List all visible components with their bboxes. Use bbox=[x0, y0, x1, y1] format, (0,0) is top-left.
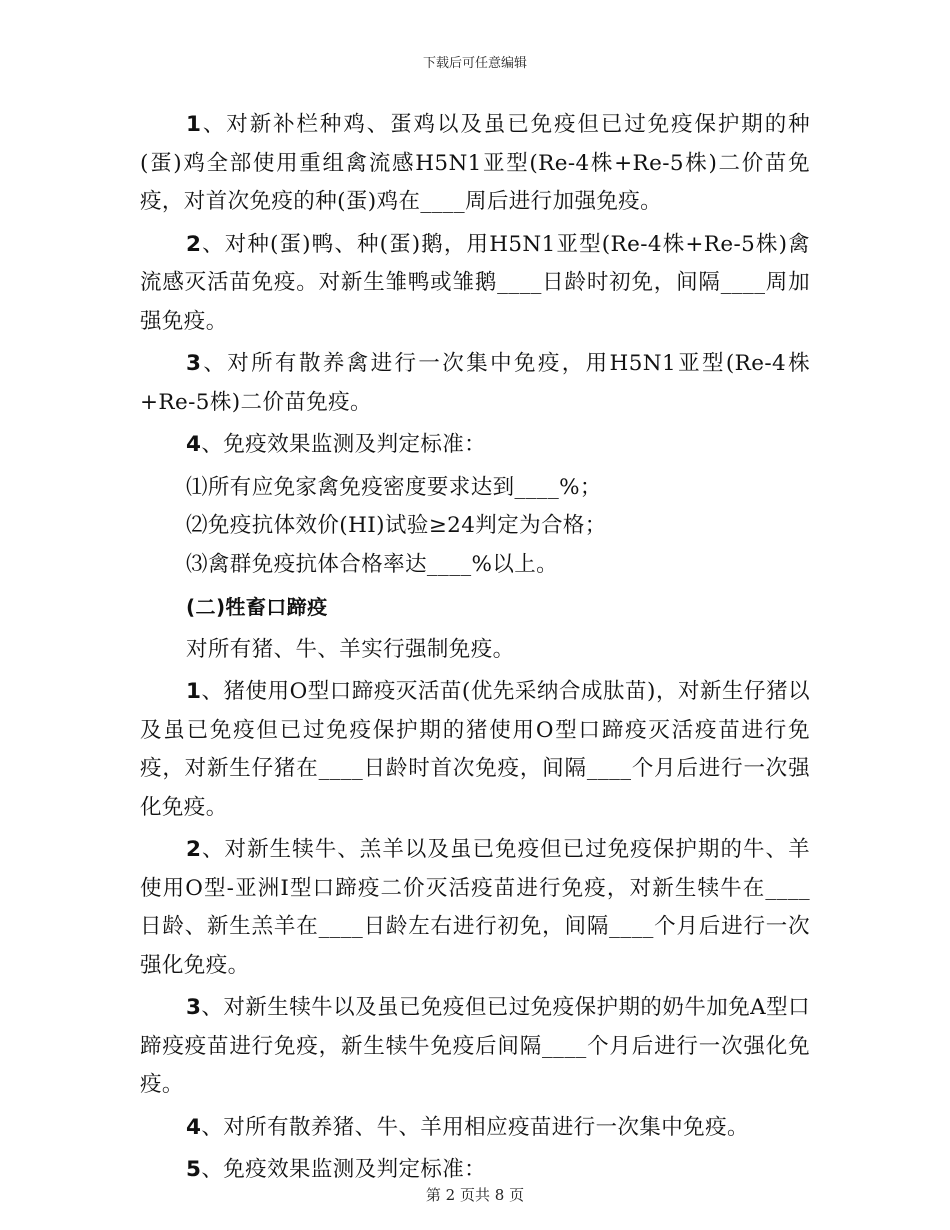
list-item bbox=[140, 831, 810, 985]
item-text: 、对所有散养禽进行一次集中免疫，用H5N1亚型(Re-4株+Re-5株)二价苗免疫。 bbox=[140, 351, 810, 415]
list-item bbox=[140, 1109, 810, 1148]
page-footer: 第 2 页共 8 页 bbox=[425, 1186, 525, 1204]
section-heading: (二)牲畜口蹄疫 bbox=[186, 595, 328, 619]
section-intro: 对所有猪、牛、羊实行强制免疫。 bbox=[186, 636, 515, 662]
list-item bbox=[140, 345, 810, 422]
item-number: 3 bbox=[186, 351, 202, 376]
item-number: 5 bbox=[186, 1157, 202, 1182]
item-text: 、对所有散养猪、牛、羊用相应疫苗进行一次集中免疫。 bbox=[201, 1114, 749, 1140]
item-number: 3 bbox=[186, 995, 202, 1020]
item-number: 2 bbox=[186, 837, 202, 862]
item-text: 、对种(蛋)鸭、种(蛋)鹅，用H5N1亚型(Re-4株+Re-5株)禽流感灭活苗免疫。对新生雏鸭或雏鹅____日龄时初免，间隔____周加强免疫。 bbox=[140, 231, 810, 334]
item-number: 2 bbox=[186, 231, 202, 257]
criteria-item: ⑶禽群免疫抗体合格率达____%以上。 bbox=[186, 551, 559, 577]
list-item bbox=[140, 226, 810, 342]
list-item bbox=[140, 673, 810, 827]
document-body bbox=[140, 106, 810, 1190]
criteria-item: ⑴所有应免家禽免疫密度要求达到____%； bbox=[186, 474, 602, 500]
item-number: 1 bbox=[186, 679, 202, 704]
list-item bbox=[140, 426, 810, 465]
list-item bbox=[140, 989, 810, 1105]
item-text: 、对新生犊牛、羔羊以及虽已免疫但已过免疫保护期的牛、羊使用O型-亚洲I型口蹄疫二价灭活疫苗进行免疫，对新生犊牛在____日龄、新生羔羊在____日龄左右进行初免，间隔____个月后进行一次强化免疫。 bbox=[140, 837, 810, 978]
item-text: 、免疫效果监测及判定标准： bbox=[201, 1157, 487, 1182]
item-number: 1 bbox=[186, 112, 202, 137]
item-text: 、对新生犊牛以及虽已免疫但已过免疫保护期的奶牛加免A型口蹄疫疫苗进行免疫，新生犊牛免疫后间隔____个月后进行一次强化免疫。 bbox=[140, 995, 810, 1097]
item-number: 4 bbox=[186, 432, 202, 457]
item-number: 4 bbox=[186, 1114, 202, 1140]
item-text: 、猪使用O型口蹄疫灭活苗(优先采纳合成肽苗)，对新生仔猪以及虽已免疫但已过免疫保护期的猪使用O型口蹄疫灭活疫苗进行免疫，对新生仔猪在____日龄时首次免疫，间隔____个月后进行一次强化免疫。 bbox=[140, 679, 810, 820]
item-text: 、对新补栏种鸡、蛋鸡以及虽已免疫但已过免疫保护期的种(蛋)鸡全部使用重组禽流感H5N1亚型(Re-4株+Re-5株)二价苗免疫，对首次免疫的种(蛋)鸡在____周后进行加强免疫。 bbox=[140, 112, 810, 214]
page-header: 下载后可任意编辑 bbox=[422, 56, 527, 71]
item-text: 、免疫效果监测及判定标准： bbox=[201, 432, 487, 457]
criteria-item: ⑵免疫抗体效价(HI)试验≥24判定为合格； bbox=[186, 513, 607, 538]
list-item bbox=[140, 106, 810, 222]
